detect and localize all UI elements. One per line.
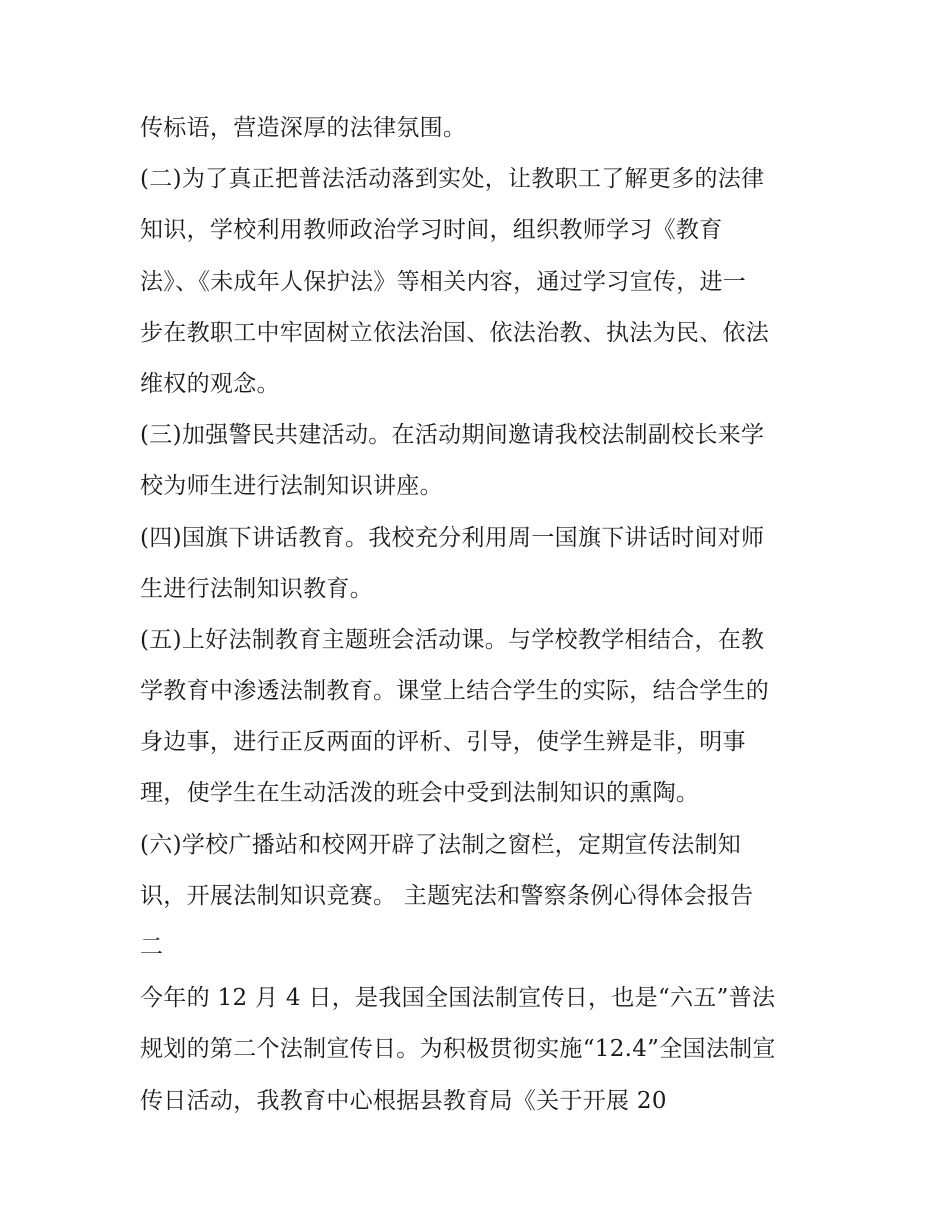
text-line: 步在教职工中牢固树立依法治国、依法治教、执法为民、依法	[140, 319, 770, 346]
text-line: (五)上好法制教育主题班会活动课。与学校教学相结合，在教	[140, 626, 765, 653]
text-line: 二	[140, 934, 164, 960]
text-line: 规划的第二个法制宣传日。为积极贯彻实施“12.4”全国法制宣	[140, 1036, 776, 1063]
text-line: (六)学校广播站和校网开辟了法制之窗栏，定期宣传法制知	[140, 831, 742, 858]
text-line: 传标语，营造深厚的法律氛围。	[140, 115, 467, 141]
text-line: 今年的 12 月 4 日，是我国全国法制宣传日，也是“六五”普法	[140, 985, 776, 1012]
text-line: 法》、《未成年人保护法》等相关内容，通过学习宣传，进一	[140, 268, 747, 295]
text-line: 学教育中渗透法制教育。课堂上结合学生的实际，结合学生的	[140, 678, 770, 705]
text-line: 知识，学校利用教师政治学习时间，组织教师学习《教育	[140, 217, 723, 244]
text-line: 身边事，进行正反两面的评析、引导，使学生辨是非，明事	[140, 729, 746, 756]
text-line: 校为师生进行法制知识讲座。	[140, 473, 443, 500]
text-line: 生进行法制知识教育。	[140, 575, 373, 602]
text-line: (四)国旗下讲话教育。我校充分利用周一国旗下讲话时间对师	[140, 524, 765, 551]
document-body	[140, 103, 820, 1127]
text-line: 识，开展法制知识竞赛。 主题宪法和警察条例心得体会报告	[140, 882, 754, 909]
text-line: 维权的观念。	[140, 370, 280, 397]
text-line: (二)为了真正把普法活动落到实处，让教职工了解更多的法律	[140, 166, 765, 193]
text-line: (三)加强警民共建活动。在活动期间邀请我校法制副校长来学	[140, 422, 765, 449]
text-line: 传日活动，我教育中心根据县教育局《关于开展 20	[140, 1087, 667, 1114]
text-line: 理，使学生在生动活泼的班会中受到法制知识的熏陶。	[140, 780, 700, 807]
